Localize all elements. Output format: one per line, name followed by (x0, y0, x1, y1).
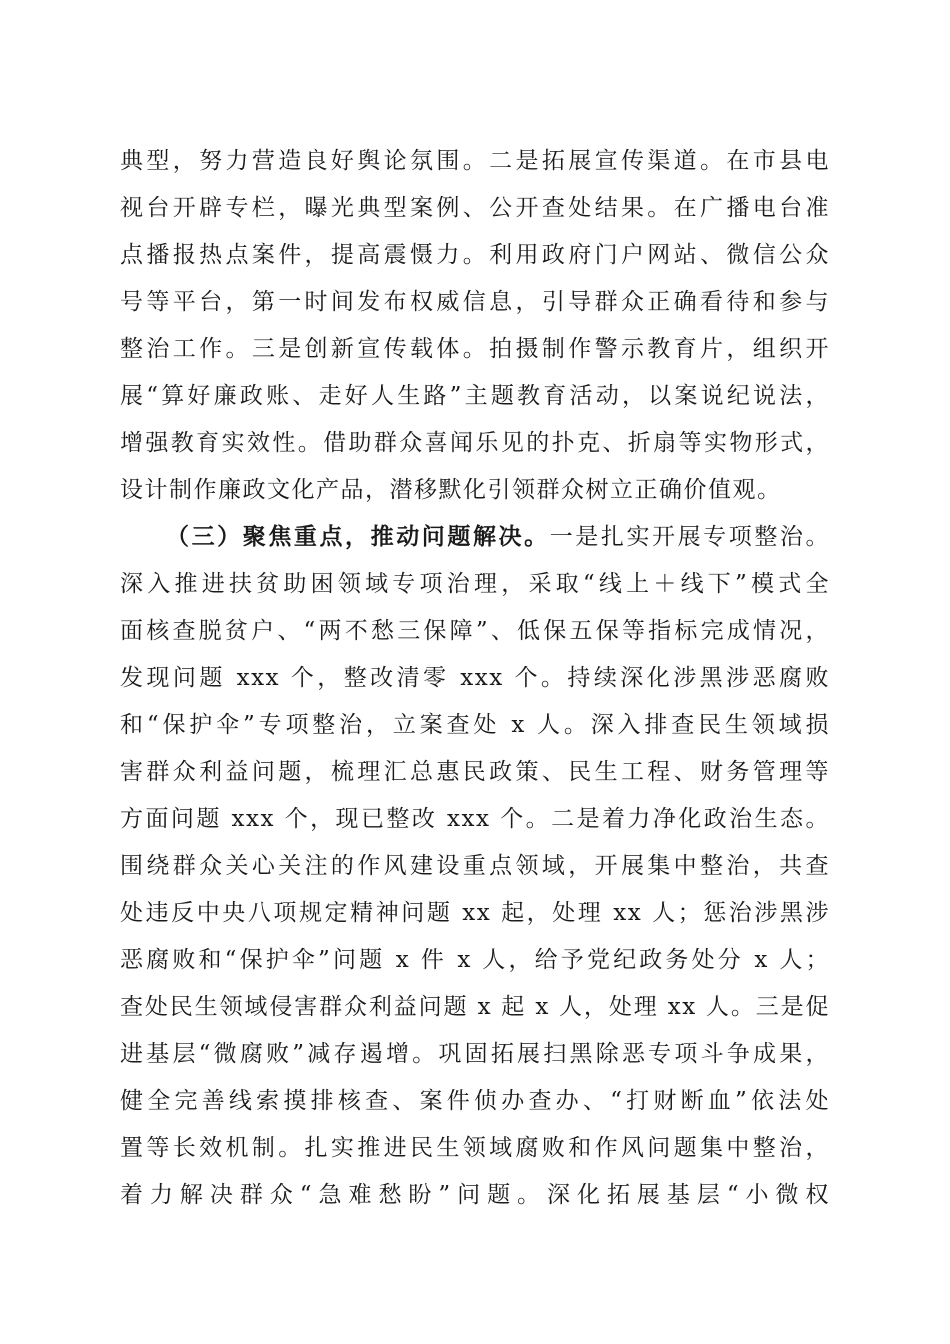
paragraph-line: 增强教育实效性。借助群众喜闻乐见的扑克、折扇等实物形式， (120, 430, 830, 456)
paragraph-line: 置等长效机制。扎实推进民生领域腐败和作风问题集中整治， (120, 1135, 830, 1161)
paragraph-text: 一是扎实开展专项整治。 (549, 524, 830, 550)
paragraph-2 (120, 514, 830, 1219)
paragraph-line: 恶腐败和“保护伞”问题 x 件 x 人，给予党纪政务处分 x 人； (120, 947, 830, 973)
section-heading: （三）聚焦重点，推动问题解决。 (166, 524, 550, 550)
paragraph-line: 健全完善线索摸排核查、案件侦办查办、“打财断血”依法处 (120, 1088, 830, 1114)
paragraph-line: 发现问题 xxx 个，整改清零 xxx 个。持续深化涉黑涉恶腐败 (120, 665, 830, 691)
paragraph-line: 面核查脱贫户、“两不愁三保障”、低保五保等指标完成情况， (120, 618, 830, 644)
paragraph-line: 点播报热点案件，提高震慑力。利用政府门户网站、微信公众 (120, 242, 830, 268)
document-body (120, 138, 830, 1219)
paragraph-line: 号等平台，第一时间发布权威信息，引导群众正确看待和参与 (120, 289, 830, 315)
paragraph-line: 设计制作廉政文化产品，潜移默化引领群众树立正确价值观。 (120, 477, 782, 503)
paragraph-1 (120, 138, 830, 514)
paragraph-line: 典型，努力营造良好舆论氛围。二是拓展宣传渠道。在市县电 (120, 148, 830, 174)
paragraph-line: 围绕群众关心关注的作风建设重点领域，开展集中整治，共查 (120, 853, 830, 879)
paragraph-line: 着力解决群众“急难愁盼”问题。深化拓展基层“小微权 (120, 1182, 830, 1208)
paragraph-line: 处违反中央八项规定精神问题 xx 起，处理 xx 人；惩治涉黑涉 (120, 900, 830, 926)
paragraph-line: 展“算好廉政账、走好人生路”主题教育活动，以案说纪说法， (120, 383, 830, 409)
paragraph-line: 深入推进扶贫助困领域专项治理，采取“线上＋线下”模式全 (120, 571, 830, 597)
paragraph-line: 害群众利益问题，梳理汇总惠民政策、民生工程、财务管理等 (120, 759, 830, 785)
paragraph-line: 方面问题 xxx 个，现已整改 xxx 个。二是着力净化政治生态。 (120, 806, 830, 832)
paragraph-first-line (120, 514, 830, 561)
paragraph-line: 进基层“微腐败”减存遏增。巩固拓展扫黑除恶专项斗争成果， (120, 1041, 830, 1067)
paragraph-line: 视台开辟专栏，曝光典型案例、公开查处结果。在广播电台准 (120, 195, 830, 221)
paragraph-line: 和“保护伞”专项整治，立案查处 x 人。深入排查民生领域损 (120, 712, 830, 738)
paragraph-line: 查处民生领域侵害群众利益问题 x 起 x 人，处理 xx 人。三是促 (120, 994, 830, 1020)
paragraph-line: 整治工作。三是创新宣传载体。拍摄制作警示教育片，组织开 (120, 336, 830, 362)
